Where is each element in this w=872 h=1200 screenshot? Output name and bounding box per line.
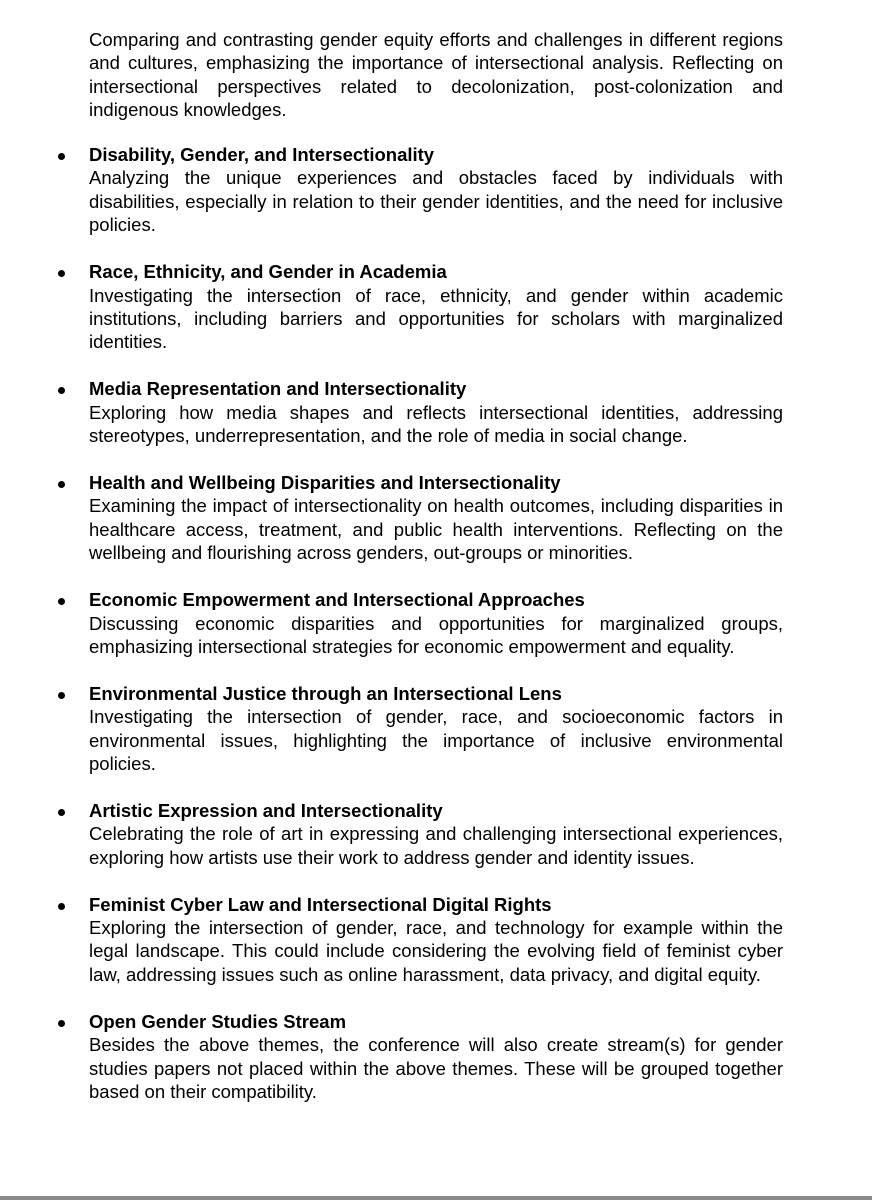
theme-title: Race, Ethnicity, and Gender in Academia [89, 261, 447, 283]
theme-list [0, 143, 872, 1127]
theme-item [0, 1010, 783, 1104]
bullet-icon [58, 153, 65, 160]
theme-description: Besides the above themes, the conference will also create stream(s) for gender studies papers not placed within the above themes. These will be grouped together based on their compatibility. [89, 1034, 783, 1102]
theme-title: Artistic Expression and Intersectionality [89, 799, 443, 821]
bullet-icon [58, 481, 65, 488]
theme-title: Media Representation and Intersectionality [89, 378, 467, 400]
theme-description: Examining the impact of intersectionality on health outcomes, including disparities in healthcare access, treatment, and public health interventions. Reflecting on the wellbeing and flourishing across genders, out-groups or minorities. [89, 495, 783, 564]
bullet-icon [58, 270, 65, 277]
theme-item [0, 799, 783, 869]
theme-item [0, 588, 783, 658]
theme-item [0, 377, 783, 447]
bullet-icon [58, 903, 65, 910]
theme-title: Feminist Cyber Law and Intersectional Digital Rights [89, 893, 552, 915]
bullet-icon [58, 387, 65, 394]
theme-item [0, 260, 783, 354]
theme-title: Health and Wellbeing Disparities and Intersectionality [89, 471, 561, 493]
theme-title: Disability, Gender, and Intersectionality [89, 144, 435, 165]
bullet-icon [58, 692, 65, 699]
theme-description: Exploring the intersection of gender, race, and technology for example within the legal landscape. This could include considering the evolving field of feminist cyber law, addressing issues such as online harassment, data privacy, and digital equity. [89, 917, 783, 985]
theme-description: Discussing economic disparities and opportunities for marginalized groups, emphasizing intersectional strategies for economic empowerment and equality. [89, 612, 783, 657]
theme-item [0, 893, 783, 987]
bullet-icon [58, 1020, 65, 1027]
theme-item [0, 682, 783, 776]
bullet-icon [58, 809, 65, 816]
theme-description: Analyzing the unique experiences and obstacles faced by individuals with disabilities, especially in relation to their gender identities, and the need for inclusive policies. [89, 167, 783, 236]
page-bottom-edge [0, 1196, 872, 1200]
theme-title: Open Gender Studies Stream [89, 1010, 347, 1032]
theme-description: Investigating the intersection of race, ethnicity, and gender within academic institutions, including barriers and opportunities for scholars with marginalized identities. [89, 284, 783, 353]
theme-description: Investigating the intersection of gender, race, and socioeconomic factors in environmental issues, highlighting the importance of inclusive environmental policies. [89, 706, 783, 775]
theme-item [0, 143, 783, 237]
intro-paragraph: Comparing and contrasting gender equity efforts and challenges in different regions and cultures, emphasizing the importance of intersectional analysis. Reflecting on intersectional perspectives related to decolonization, post-colonization and indigenous knowledges. [89, 29, 783, 121]
theme-title: Economic Empowerment and Intersectional Approaches [89, 589, 585, 611]
theme-description: Celebrating the role of art in expressing and challenging intersectional experiences, exploring how artists use their work to address gender and identity issues. [89, 823, 783, 868]
theme-title: Environmental Justice through an Intersectional Lens [89, 682, 562, 704]
theme-description: Exploring how media shapes and reflects intersectional identities, addressing stereotypes, underrepresentation, and the role of media in social change. [89, 401, 783, 447]
bullet-icon [58, 598, 65, 605]
theme-item [0, 471, 783, 565]
